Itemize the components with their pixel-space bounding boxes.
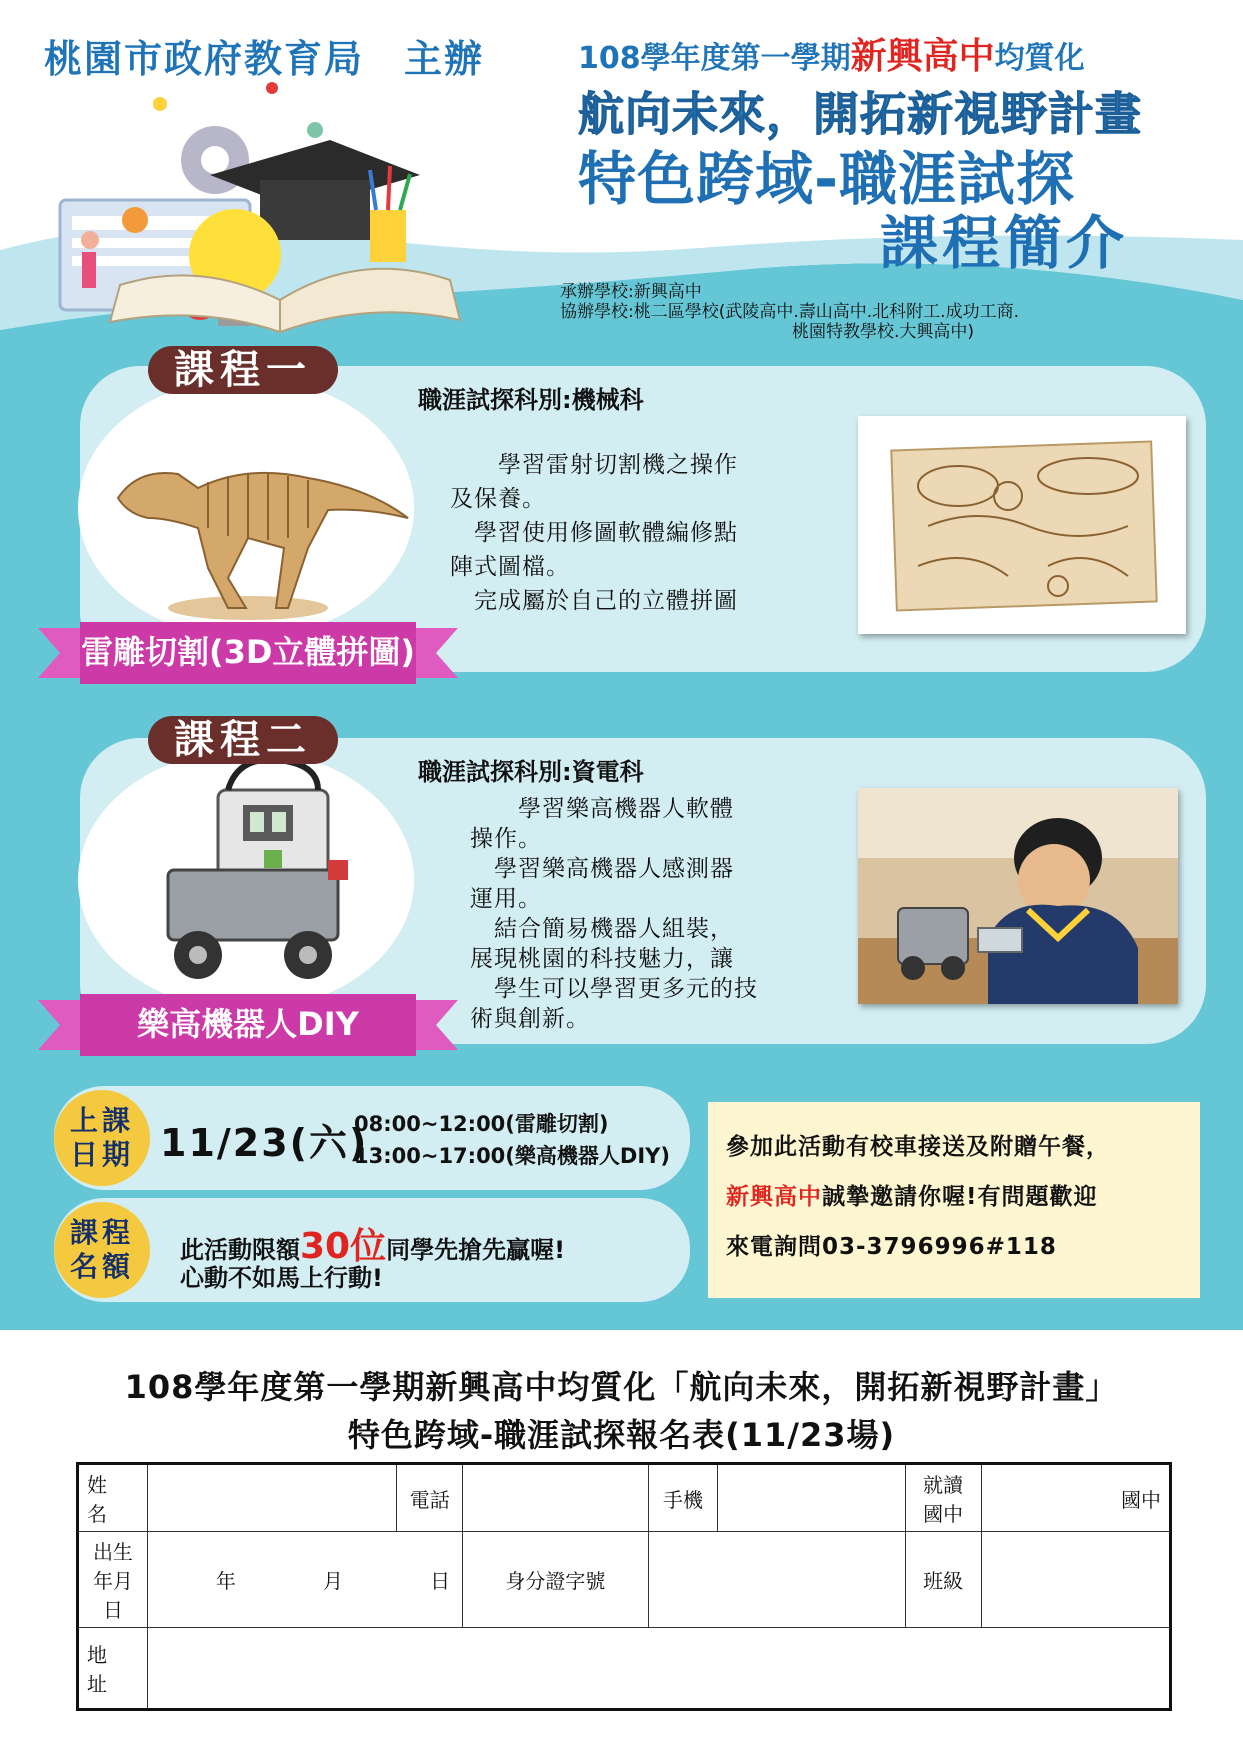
school-label-bottom: 國中 [923,1502,964,1526]
afternoon-session: 13:00~17:00(樂高機器人DIY) [354,1144,670,1168]
quota-prefix: 此活動限額 [180,1236,300,1264]
address-field[interactable] [147,1628,1170,1710]
school-label-top: 就讀 [923,1473,964,1497]
id-label: 身分證字號 [463,1532,648,1628]
course-1-label: 課程一 [148,346,338,394]
notice-line-1: 參加此活動有校車接送及附贈午餐， [726,1134,1110,1160]
day-label: 日 [430,1569,451,1593]
lego-robot-image [78,750,414,1010]
course-1-title: 雷雕切割(3D立體拼圖) [80,633,416,671]
schedule-badge [54,1090,150,1186]
title-line-2: 特色跨域-職涯試探 [578,145,1076,213]
birth-label-1: 出生 [92,1540,133,1564]
class-label: 班級 [905,1532,981,1628]
badge-text: 上課 [69,1104,134,1137]
class-field[interactable] [981,1532,1170,1628]
school-label [905,1464,981,1532]
notice-line-3: 來電詢問03-3796996#118 [726,1234,1057,1260]
desc-line: 學生可以學習更多元的技 [470,976,758,1002]
co-host-line-cont: 桃園特教學校.大興高中) [792,322,975,342]
co-host-line: 協辦學校:桃二區學校(武陵高中.壽山高中.北科附工.成功工商. [560,302,1019,322]
title-line-1: 航向未來，開拓新視野計畫 [578,87,1142,141]
notice-box [708,1102,1200,1298]
id-field[interactable] [648,1532,905,1628]
class-date: 11/23(六) [160,1121,369,1165]
mobile-field[interactable] [718,1464,905,1532]
course-2-ribbon [38,986,458,1064]
course-1-ribbon [38,614,458,692]
mobile-label: 手機 [648,1464,718,1532]
education-illustration [30,70,540,340]
subtitle-prefix: 108學年度第一學期 [578,41,851,76]
birth-date-field[interactable] [147,1532,462,1628]
year-label: 年 [215,1569,236,1593]
host-schools [560,282,1200,342]
desc-line: 操作。 [470,826,542,852]
birth-label [78,1532,148,1628]
month-label: 月 [323,1569,344,1593]
registration-form-table [76,1462,1172,1711]
desc-line: 學習使用修圖軟體編修點 [450,520,738,546]
badge-text: 課程 [69,1216,134,1249]
form-title-line-1: 108學年度第一學期新興高中均質化「航向未來，開拓新視野計畫」 [124,1368,1119,1406]
quota-number: 30位 [300,1226,387,1267]
course-1-dept: 職涯試探科別:機械科 [418,386,644,414]
notice-school: 新興高中 [726,1183,822,1210]
notice-invite: 誠摯邀請你喔!有問題歡迎 [822,1184,1098,1210]
student-robot-photo [858,788,1178,1004]
course-2-title: 樂高機器人DIY [137,1005,359,1043]
birth-label-2: 年月 [92,1569,133,1593]
desc-line: 學習樂高機器人感測器 [470,856,734,882]
subtitle-school: 新興高中 [850,35,995,77]
course-2-description [470,794,800,1034]
dinosaur-puzzle-image [78,378,414,638]
name-field[interactable] [147,1464,396,1532]
desc-line: 及保養。 [450,486,546,512]
phone-field[interactable] [463,1464,648,1532]
subtitle [578,28,1085,79]
quota-suffix: 同學先搶先贏喔! [386,1236,566,1264]
desc-line: 陣式圖檔。 [450,554,570,580]
desc-line: 運用。 [470,886,542,912]
desc-line: 結合簡易機器人組裝， [470,916,734,942]
badge-text: 日期 [69,1138,134,1171]
name-label: 姓名 [78,1464,148,1532]
quota-line-2: 心動不如馬上行動! [180,1264,383,1292]
desc-line: 學習雷射切割機之操作 [450,452,738,478]
organizer-text: 桃園市政府教育局 主辦 [44,37,485,81]
course-1-description [450,448,780,618]
title-line-3: 課程簡介 [880,209,1129,277]
desc-line: 完成屬於自己的立體拼圖 [450,588,738,614]
host-school-line: 承辦學校:新興高中 [560,282,702,302]
school-field[interactable]: 國中 [981,1464,1170,1532]
desc-line: 術與創新。 [470,1006,590,1032]
morning-session: 08:00~12:00(雷雕切割) [354,1112,609,1136]
subtitle-suffix: 均質化 [994,41,1085,76]
desc-line: 學習樂高機器人軟體 [470,796,734,822]
course-2-label: 課程二 [148,716,338,764]
laser-cut-board-photo [858,416,1186,634]
notice-line-2 [726,1172,1182,1222]
badge-text: 名額 [69,1250,134,1283]
course-2-dept: 職涯試探科別:資電科 [418,758,644,786]
phone-label: 電話 [397,1464,463,1532]
address-label: 地址 [78,1628,148,1710]
form-title-line-2: 特色跨域-職涯試探報名表(11/23場) [347,1416,896,1454]
desc-line: 展現桃園的科技魅力，讓 [470,946,734,972]
birth-label-3: 日 [102,1598,123,1622]
quota-badge [54,1202,150,1298]
